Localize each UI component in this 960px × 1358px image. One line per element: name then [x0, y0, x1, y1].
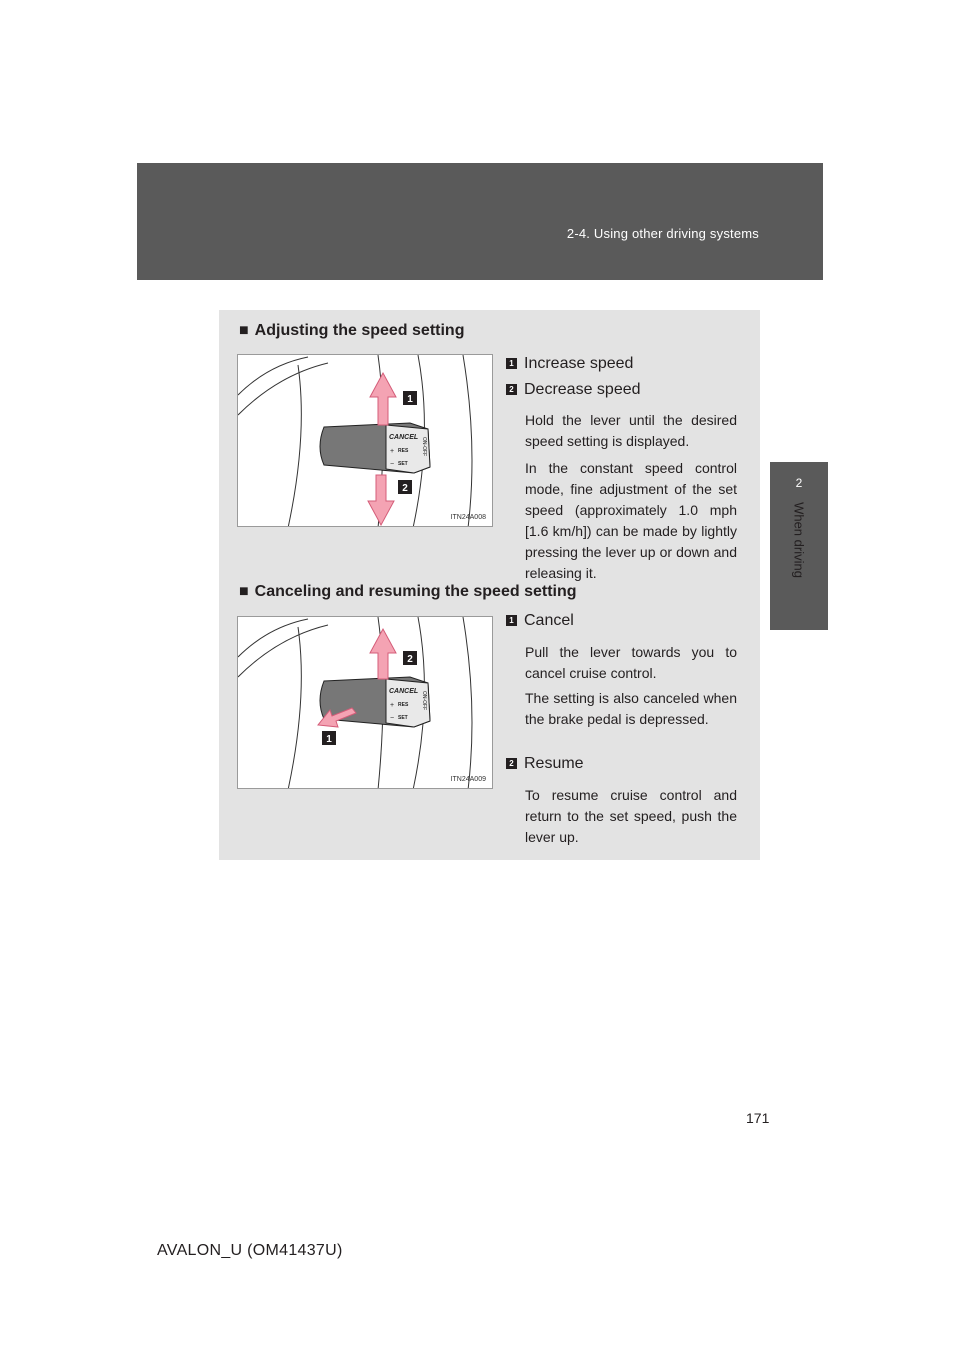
- lever-set-label: SET: [398, 461, 408, 467]
- lever-res-label: RES: [398, 448, 409, 454]
- chapter-number: 2: [795, 476, 803, 490]
- lever-cancel-label: CANCEL: [389, 688, 419, 695]
- number-2-icon: 2: [506, 384, 517, 395]
- figure-code: ITN24A008: [450, 514, 486, 521]
- content-box: [219, 310, 760, 860]
- item-resume: [506, 755, 584, 773]
- page-number: 171: [746, 1110, 770, 1126]
- lever-onoff-label: ON-OFF: [421, 691, 427, 711]
- figure-adjusting-lever: [237, 354, 493, 527]
- section-title: 2-4. Using other driving systems: [566, 226, 759, 241]
- square-bullet-icon: ■: [239, 322, 249, 339]
- paragraph-fine-adjustment: In the constant speed control mode, fine adjustment of the set speed (approximately 1.0 mph [1.6 km/h]) can be made by lightly pressing the lever up or down and releasing it.: [525, 460, 737, 581]
- lever-illustration: [238, 617, 493, 789]
- chapter-label: When driving: [791, 502, 807, 578]
- number-1-icon: 1: [506, 615, 517, 626]
- arrow-up-icon: [370, 373, 396, 425]
- lever-cancel-label: CANCEL: [389, 434, 419, 441]
- lever-minus-label: −: [390, 461, 395, 468]
- paragraph-brake-cancel: The setting is also canceled when the brake pedal is depressed.: [525, 690, 737, 727]
- section-heading-adjusting: [239, 322, 464, 340]
- lever-set-label: SET: [398, 715, 408, 721]
- heading-text: Adjusting the speed setting: [254, 322, 465, 339]
- figure-cancel-resume-lever: [237, 616, 493, 789]
- callout-1-number: 1: [407, 394, 413, 405]
- item-label: Increase speed: [524, 355, 634, 372]
- lever-plus-label: +: [390, 702, 395, 709]
- callout-1-number: 1: [326, 734, 332, 745]
- paragraph-resume: To resume cruise control and return to the set speed, push the lever up.: [525, 787, 737, 845]
- paragraph-hold-lever: Hold the lever until the desired speed setting is displayed.: [525, 412, 737, 449]
- item-label: Decrease speed: [524, 381, 641, 398]
- lever-plus-label: +: [390, 448, 395, 455]
- heading-text: Canceling and resuming the speed setting: [254, 583, 577, 600]
- number-1-icon: 1: [506, 358, 517, 369]
- document-code: AVALON_U (OM41437U): [157, 1242, 343, 1259]
- lever-illustration: [238, 355, 493, 527]
- callout-2-number: 2: [402, 483, 408, 494]
- number-2-icon: 2: [506, 758, 517, 769]
- item-label: Resume: [524, 755, 584, 772]
- arrow-up-icon: [370, 629, 396, 679]
- section-heading-canceling: [239, 583, 577, 601]
- square-bullet-icon: ■: [239, 583, 249, 600]
- figure-code: ITN24A009: [450, 776, 486, 783]
- callout-2-number: 2: [407, 654, 413, 665]
- lever-minus-label: −: [390, 715, 395, 722]
- header-band: [137, 163, 823, 280]
- item-increase-speed: [506, 355, 633, 373]
- lever-res-label: RES: [398, 702, 409, 708]
- paragraph-pull-lever: Pull the lever towards you to cancel cruise control.: [525, 644, 737, 681]
- item-decrease-speed: [506, 381, 641, 399]
- item-cancel: [506, 612, 574, 630]
- arrow-down-icon: [368, 475, 394, 525]
- item-label: Cancel: [524, 612, 574, 629]
- lever-onoff-label: ON-OFF: [421, 437, 427, 457]
